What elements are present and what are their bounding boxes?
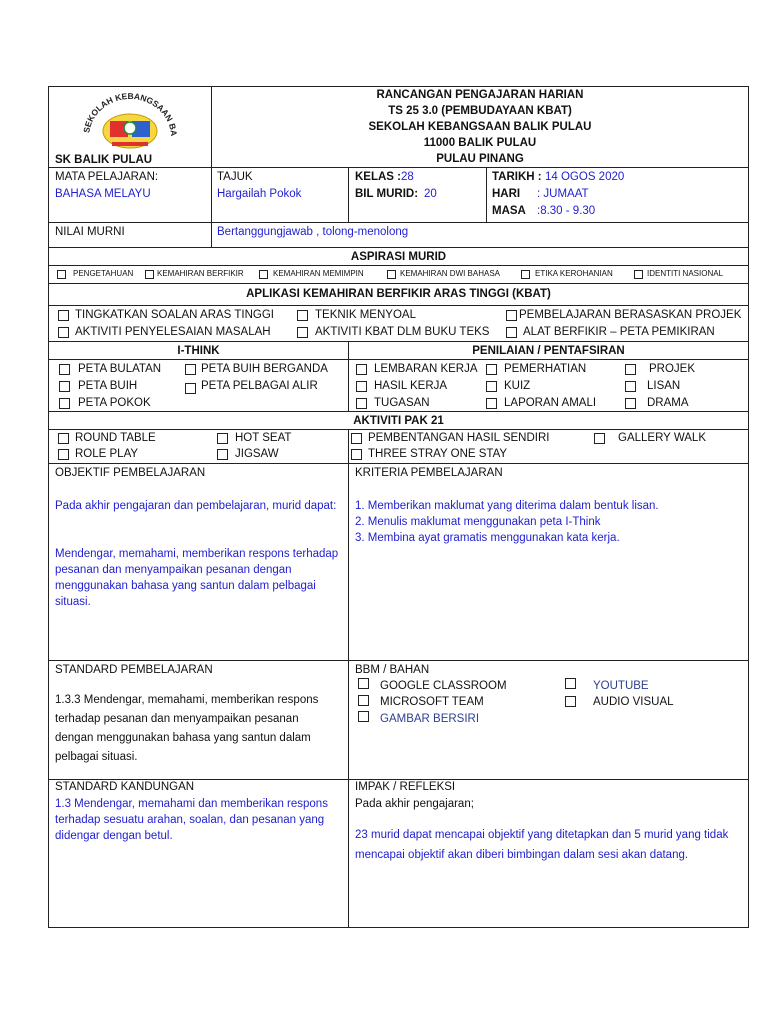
assessment-label: KUIZ xyxy=(504,380,531,392)
aspiration-checkbox[interactable] xyxy=(57,270,66,279)
pak21-label: PEMBENTANGAN HASIL SENDIRI xyxy=(368,432,550,444)
aspirations-title: ASPIRASI MURID xyxy=(350,251,447,263)
assessment-checkbox[interactable] xyxy=(486,381,497,392)
class-value: 28 xyxy=(401,171,414,183)
ithink-checkbox[interactable] xyxy=(59,381,70,392)
criteria-item: 2. Menulis maklumat menggunakan peta I-Think xyxy=(355,516,601,528)
assessment-label: LEMBARAN KERJA xyxy=(374,363,478,375)
assessment-checkbox[interactable] xyxy=(486,364,497,375)
aspiration-checkbox[interactable] xyxy=(387,270,396,279)
ithink-label: PETA PELBAGAI ALIR xyxy=(201,380,318,392)
objectives-text: Mendengar, memahami, memberikan respons terhadap pesanan dan menyampaikan pesanan dengan menggunakan bahasa yang santun dalam pelbagai situasi. xyxy=(55,548,339,608)
assessment-checkbox[interactable] xyxy=(625,398,636,409)
materials-checkbox[interactable] xyxy=(358,711,369,722)
materials-checkbox[interactable] xyxy=(358,695,369,706)
kbat-checkbox[interactable] xyxy=(297,327,308,338)
topic-label: TAJUK xyxy=(217,171,253,183)
ithink-checkbox[interactable] xyxy=(59,398,70,409)
header-line-1: RANCANGAN PENGAJARAN HARIAN xyxy=(376,89,584,101)
pak21-label: HOT SEAT xyxy=(235,432,292,444)
objectives-row xyxy=(49,464,748,661)
pak21-title: AKTIVITI PAK 21 xyxy=(353,415,444,427)
lesson-plan-form xyxy=(48,86,749,928)
pak21-checkbox[interactable] xyxy=(594,433,605,444)
header-line-2: TS 25 3.0 (PEMBUDAYAAN KBAT) xyxy=(388,105,572,117)
pak21-label: GALLERY WALK xyxy=(618,432,706,444)
ithink-title: I-THINK xyxy=(177,345,220,357)
assessment-label: DRAMA xyxy=(647,397,689,409)
assessment-checkbox[interactable] xyxy=(625,364,636,375)
kbat-label: ALAT BERFIKIR – PETA PEMIKIRAN xyxy=(523,326,715,338)
kbat-checkbox[interactable] xyxy=(506,327,517,338)
date-value: 14 OGOS 2020 xyxy=(545,171,625,183)
assessment-title: PENILAIAN / PENTAFSIRAN xyxy=(472,345,625,357)
content-standard-text: 1.3 Mendengar, memahami dan memberikan respons terhadap sesuatu arahan, soalan, dan pesanan yang didengar dengan betul. xyxy=(55,798,328,842)
pak21-row xyxy=(49,430,748,464)
class-label: KELAS : xyxy=(355,171,401,183)
kbat-label: TEKNIK MENYOAL xyxy=(315,309,416,321)
assessment-checkbox[interactable] xyxy=(356,381,367,392)
school-short-name: SK BALIK PULAU xyxy=(55,154,153,166)
pak21-title-row xyxy=(49,412,748,430)
aspiration-label: KEMAHIRAN BERFIKIR xyxy=(157,269,244,278)
criteria-item: 1. Memberikan maklumat yang diterima dalam bentuk lisan. xyxy=(355,500,659,512)
assessment-checkbox[interactable] xyxy=(486,398,497,409)
aspiration-label: PENGETAHUAN xyxy=(73,269,134,278)
kbat-label: PEMBELAJARAN BERASASKAN PROJEK xyxy=(519,309,742,321)
aspiration-label: IDENTITI NASIONAL xyxy=(647,269,724,278)
ithink-assessment-title-row xyxy=(49,342,748,360)
kbat-title-row xyxy=(49,284,748,306)
materials-checkbox[interactable] xyxy=(565,696,576,707)
pak21-checkbox[interactable] xyxy=(58,433,69,444)
student-count-value: 20 xyxy=(424,188,437,200)
pak21-checkbox[interactable] xyxy=(217,433,228,444)
materials-label: MICROSOFT TEAM xyxy=(380,696,484,708)
values-label: NILAI MURNI xyxy=(55,226,125,238)
header-line-3: SEKOLAH KEBANGSAAN BALIK PULAU xyxy=(368,121,592,133)
ithink-label: PETA BUIH xyxy=(78,380,138,392)
kbat-checkbox[interactable] xyxy=(297,310,308,321)
content-standard-row xyxy=(49,780,748,927)
assessment-label: LAPORAN AMALI xyxy=(504,397,597,409)
kbat-row xyxy=(49,306,748,342)
kbat-label: AKTIVITI PENYELESAIAN MASALAH xyxy=(75,326,271,338)
pak21-checkbox[interactable] xyxy=(58,449,69,460)
pak21-label: ROUND TABLE xyxy=(75,432,156,444)
kbat-checkbox[interactable] xyxy=(58,310,69,321)
subject-label: MATA PELAJARAN: xyxy=(55,171,159,183)
assessment-label: LISAN xyxy=(647,380,681,392)
subject-value: BAHASA MELAYU xyxy=(55,188,151,200)
aspiration-checkbox[interactable] xyxy=(521,270,530,279)
assessment-label: HASIL KERJA xyxy=(374,380,448,392)
kbat-title: APLIKASI KEMAHIRAN BERFIKIR ARAS TINGGI (KBAT) xyxy=(246,288,551,300)
materials-label: GOOGLE CLASSROOM xyxy=(380,680,507,692)
assessment-checkbox[interactable] xyxy=(356,364,367,375)
aspirations-row xyxy=(49,266,748,284)
ithink-checkbox[interactable] xyxy=(185,383,196,394)
ithink-assessment-row xyxy=(49,360,748,412)
values-value: Bertanggungjawab , tolong-menolong xyxy=(217,226,409,238)
aspirations-title-row xyxy=(49,248,748,266)
pak21-label: JIGSAW xyxy=(235,448,279,460)
aspiration-label: ETIKA KEROHANIAN xyxy=(535,269,613,278)
pak21-checkbox[interactable] xyxy=(351,433,362,444)
header-row xyxy=(49,87,748,168)
ithink-label: PETA BUIH BERGANDA xyxy=(201,363,328,375)
assessment-label: PROJEK xyxy=(649,363,696,375)
materials-label: AUDIO VISUAL xyxy=(593,696,674,708)
ithink-checkbox[interactable] xyxy=(185,364,196,375)
pak21-checkbox[interactable] xyxy=(351,449,362,460)
aspiration-checkbox[interactable] xyxy=(259,270,268,279)
aspiration-label: KEMAHIRAN MEMIMPIN xyxy=(273,269,364,278)
criteria-title: KRITERIA PEMBELAJARAN xyxy=(355,467,503,479)
assessment-label: TUGASAN xyxy=(374,397,430,409)
objectives-intro: Pada akhir pengajaran dan pembelajaran, murid dapat: xyxy=(55,500,337,512)
ithink-checkbox[interactable] xyxy=(59,364,70,375)
date-label: TARIKH : xyxy=(492,171,542,183)
day-value: : JUMAAT xyxy=(537,188,589,200)
assessment-label: PEMERHATIAN xyxy=(504,363,587,375)
kbat-label: AKTIVITI KBAT DLM BUKU TEKS xyxy=(315,326,490,338)
objectives-title: OBJEKTIF PEMBELAJARAN xyxy=(55,467,206,479)
learning-standard-title: STANDARD PEMBELAJARAN xyxy=(55,664,213,676)
reflection-text: 23 murid dapat mencapai objektif yang ditetapkan dan 5 murid yang tidak mencapai objektif akan diberi bimbingan dalam sesi akan datang. xyxy=(355,829,729,861)
pak21-label: ROLE PLAY xyxy=(75,448,139,460)
learning-standard-text: 1.3.3 Mendengar, memahami, memberikan respons terhadap pesanan dan menyampaikan pesanan dengan menggunakan bahasa yang santun dalam pelbagai situasi. xyxy=(55,694,319,763)
values-row xyxy=(49,223,748,248)
pak21-label: THREE STRAY ONE STAY xyxy=(368,448,508,460)
time-value: :8.30 - 9.30 xyxy=(537,205,596,217)
content-standard-title: STANDARD KANDUNGAN xyxy=(55,781,195,793)
materials-label: GAMBAR BERSIRI xyxy=(380,713,480,725)
pak21-checkbox[interactable] xyxy=(217,449,228,460)
ithink-label: PETA POKOK xyxy=(78,397,151,409)
assessment-checkbox[interactable] xyxy=(625,381,636,392)
reflection-intro: Pada akhir pengajaran; xyxy=(355,798,474,810)
kbat-checkbox[interactable] xyxy=(506,310,517,321)
kbat-checkbox[interactable] xyxy=(58,327,69,338)
logo-arc-text: SEKOLAH KEBANGSAAN BA xyxy=(81,91,180,137)
materials-title: BBM / BAHAN xyxy=(355,664,430,676)
ithink-label: PETA BULATAN xyxy=(78,363,162,375)
aspiration-checkbox[interactable] xyxy=(145,270,154,279)
materials-checkbox[interactable] xyxy=(565,678,576,689)
student-count-label: BIL MURID: xyxy=(355,188,419,200)
aspiration-label: KEMAHIRAN DWI BAHASA xyxy=(400,269,501,278)
header-line-5: PULAU PINANG xyxy=(436,153,524,165)
day-label: HARI xyxy=(492,188,521,200)
time-label: MASA xyxy=(492,205,526,217)
reflection-title: IMPAK / REFLEKSI xyxy=(355,781,456,793)
criteria-item: 3. Membina ayat gramatis menggunakan kata kerja. xyxy=(355,532,620,544)
materials-checkbox[interactable] xyxy=(358,678,369,689)
header-line-4: 11000 BALIK PULAU xyxy=(423,137,537,149)
info-row xyxy=(49,168,748,223)
assessment-checkbox[interactable] xyxy=(356,398,367,409)
aspiration-checkbox[interactable] xyxy=(634,270,643,279)
topic-value: Hargailah Pokok xyxy=(217,188,302,200)
learning-standard-row xyxy=(49,661,748,780)
materials-label: YOUTUBE xyxy=(593,680,649,692)
school-logo xyxy=(67,91,193,153)
kbat-label: TINGKATKAN SOALAN ARAS TINGGI xyxy=(75,309,274,321)
